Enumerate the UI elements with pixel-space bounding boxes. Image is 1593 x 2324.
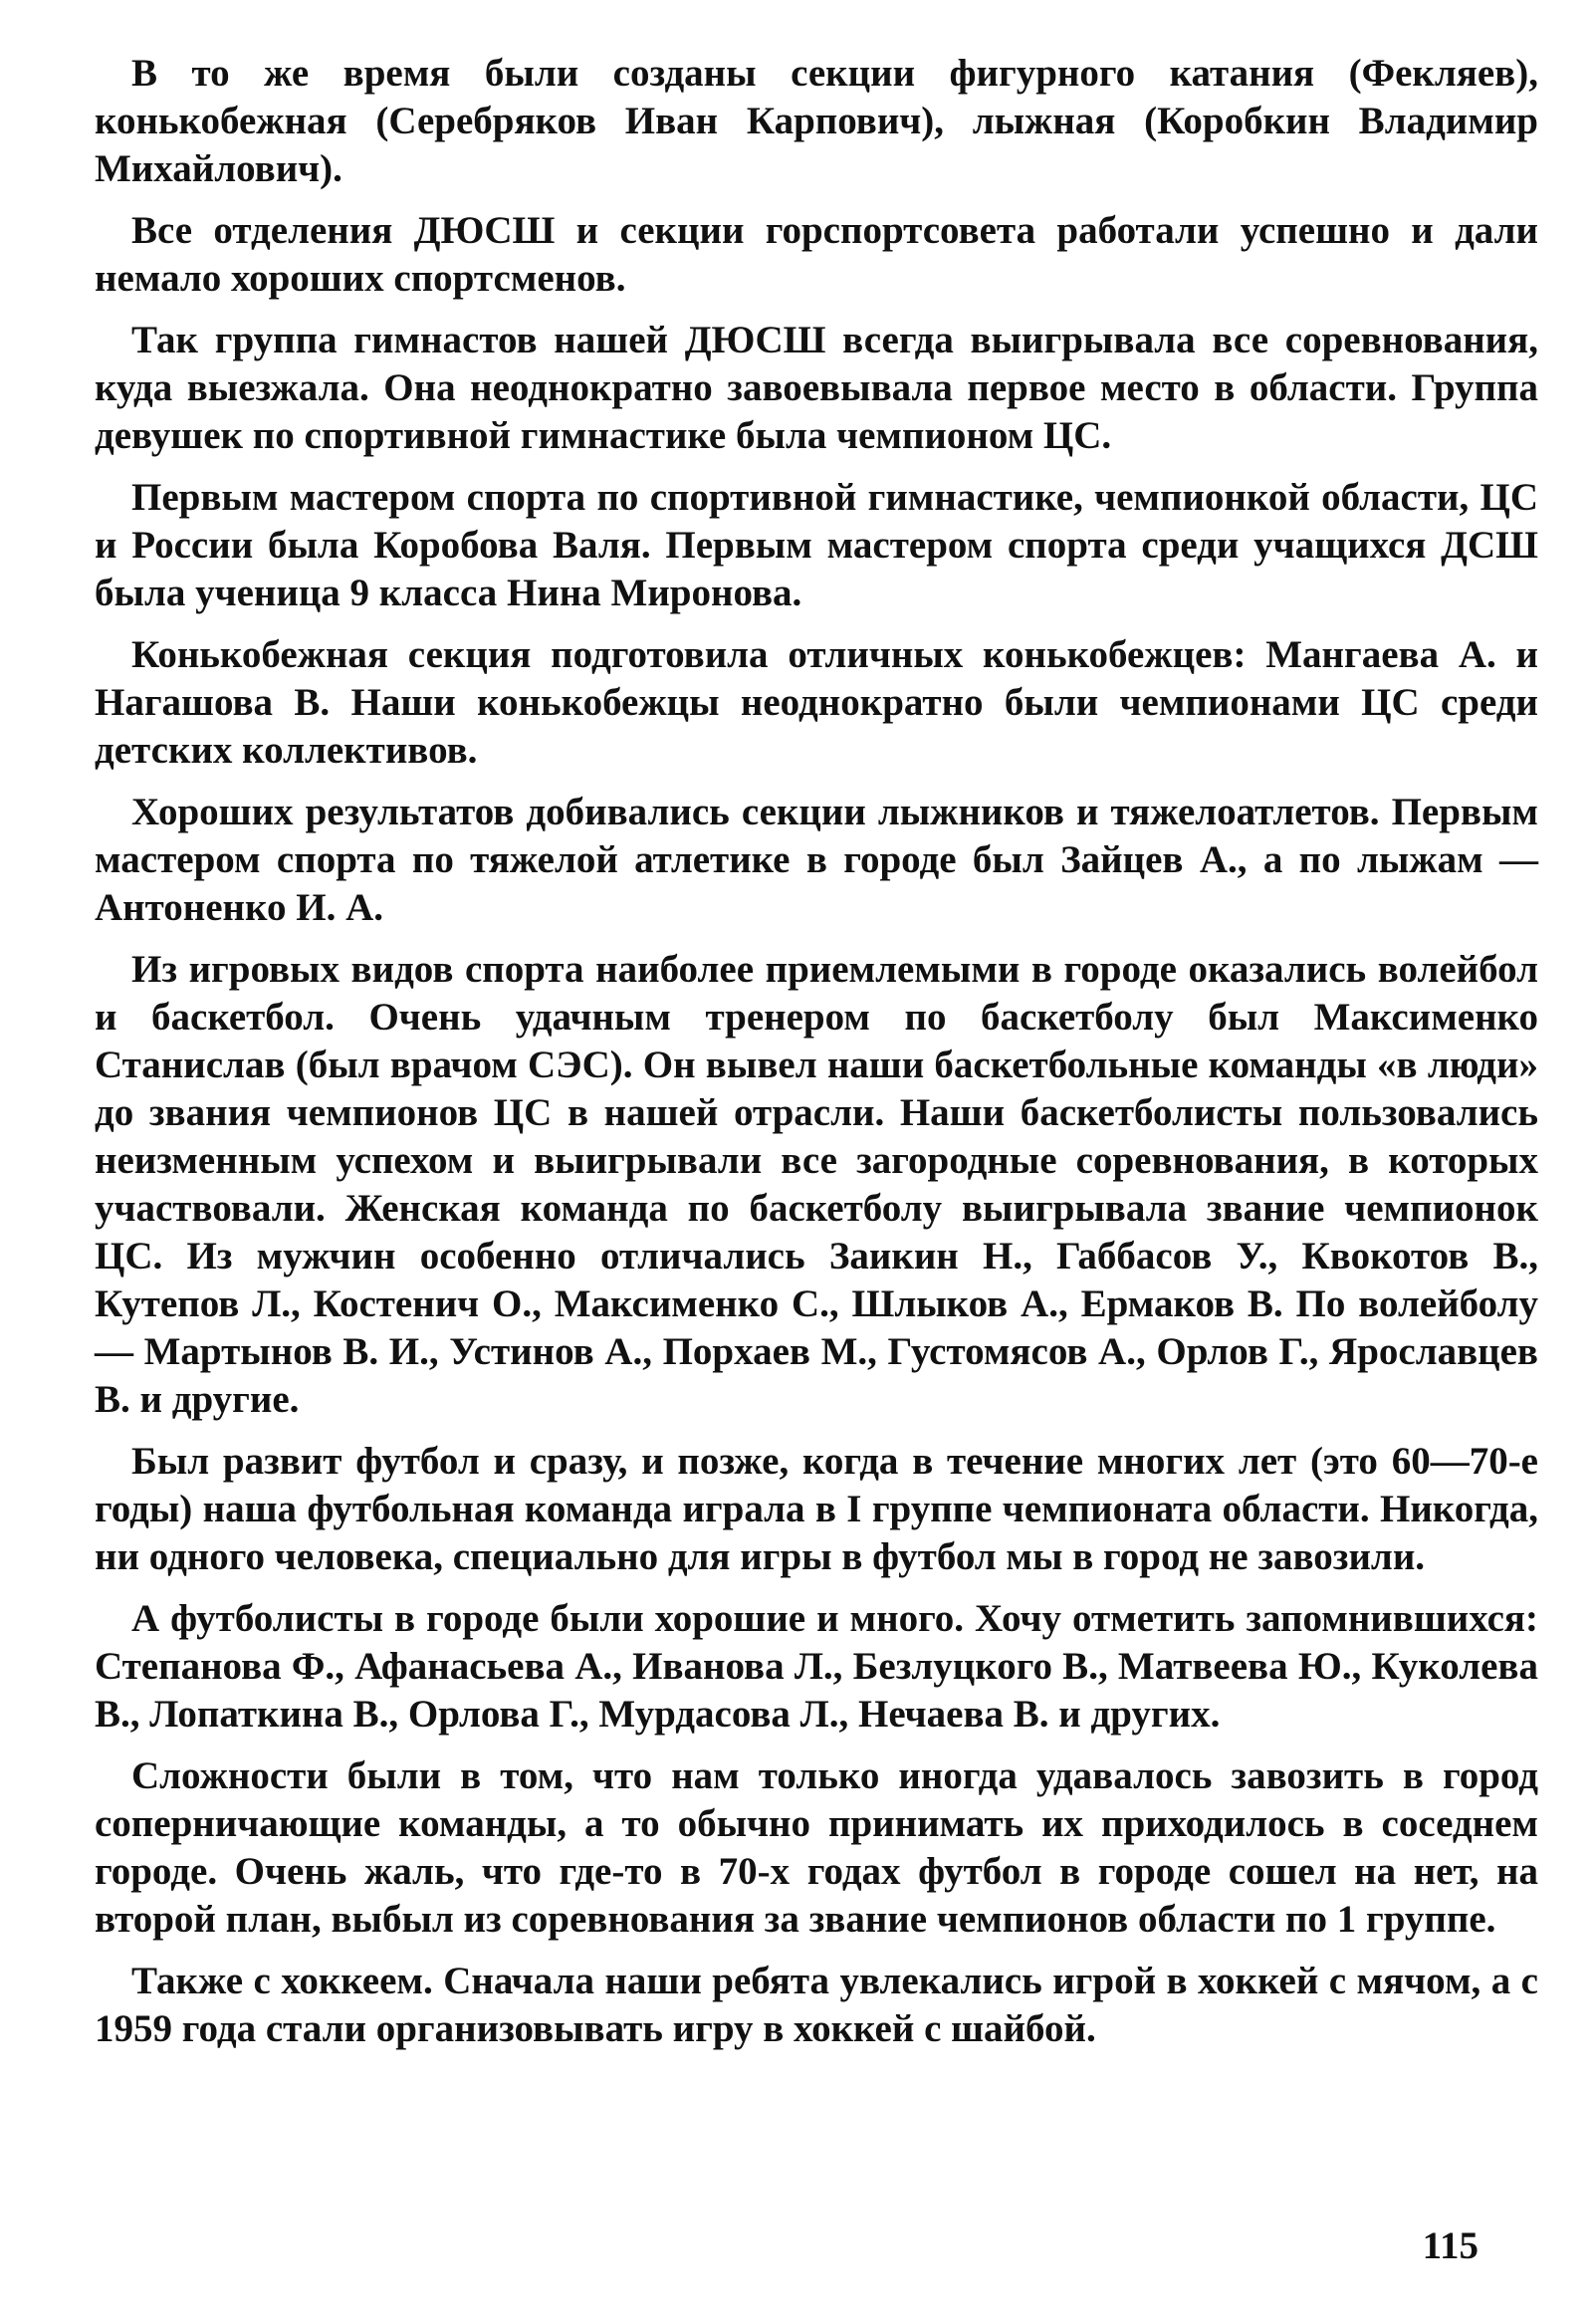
page-number: 115 [1422,2224,1479,2267]
paragraph-football-players: А футболисты в городе были хорошие и много. Хочу отметить запомнившихся: Степанова Ф., Афанасьева А., Иванова Л., Безлуцкого В., Матвеева Ю., Куколева В., Лопаткина В., Орлова Г., Мурдасова Л., Нечаева В. и других. [95,1597,1538,1736]
paragraph-gymnasts-group: Так группа гимнастов нашей ДЮСШ всегда выигрывала все соревнования, куда выезжала. Она неоднократно завоевывала первое место в области. Группа девушек по спортивной гимнастике была чемпионом ЦС. [95,319,1538,457]
book-page [95,50,1538,2270]
paragraph-figure-skating-sections: В то же время были созданы секции фигурного катания (Фекляев), конькобежная (Серебряков Иван Карпович), лыжная (Коробкин Владимир Михайлович). [95,52,1538,190]
paragraph-speed-skating: Конькобежная секция подготовила отличных конькобежцев: Мангаева А. и Нагашова В. Наши конькобежцы неоднократно были чемпионами ЦС среди детских коллективов. [95,633,1538,772]
paragraph-first-masters: Первым мастером спорта по спортивной гимнастике, чемпионкой области, ЦС и России была Коробова Валя. Первым мастером спорта среди учащихся ДСШ была ученица 9 класса Нина Миронова. [95,476,1538,614]
paragraph-volleyball-basketball: Из игровых видов спорта наиболее приемлемыми в городе оказались волейбол и баскетбол. Очень удачным тренером по баскетболу был Максименко Станислав (был врачом СЭС). Он вывел наши баскетбольные команды «в люди» до звания чемпионов ЦС в нашей отрасли. Наши баскетболисты пользовались неизменным успехом и выигрывали все загородные соревнования, в которых участвовали. Женская команда по баскетболу выигрывала звание чемпионок ЦС. Из мужчин особенно отличались Заикин Н., Габбасов У., Квокотов В., Кутепов Л., Костенич О., Максименко С., Шлыков А., Ермаков В. По волейболу — Мартынов В. И., Устинов А., Порхаев М., Густомясов А., Орлов Г., Ярославцев В. и другие. [95,948,1538,1421]
paragraph-hockey: Также с хоккеем. Сначала наши ребята увлекались игрой в хоккей с мячом, а с 1959 года стали организовывать игру в хоккей с шайбой. [95,1960,1538,2050]
paragraph-difficulties: Сложности были в том, что нам только иногда удавалось завозить в город соперничающие команды, а то обычно принимать их приходилось в соседнем городе. Очень жаль, что где-то в 70-х годах футбол в городе сошел на нет, на второй план, выбыл из соревнования за звание чемпионов области по 1 группе. [95,1754,1538,1941]
paragraph-football: Был развит футбол и сразу, и позже, когда в течение многих лет (это 60—70-е годы) наша футбольная команда играла в I группе чемпионата области. Никогда, ни одного человека, специально для игры в футбол мы в город не завозили. [95,1440,1538,1578]
paragraph-skiers-weightlifters: Хороших результатов добивались секции лыжников и тяжелоатлетов. Первым мастером спорта по тяжелой атлетике в городе был Зайцев А., а по лыжам — Антоненко И. А. [95,791,1538,929]
paragraph-dyussh-departments: Все отделения ДЮСШ и секции горспортсовета работали успешно и дали немало хороших спортсменов. [95,209,1538,300]
